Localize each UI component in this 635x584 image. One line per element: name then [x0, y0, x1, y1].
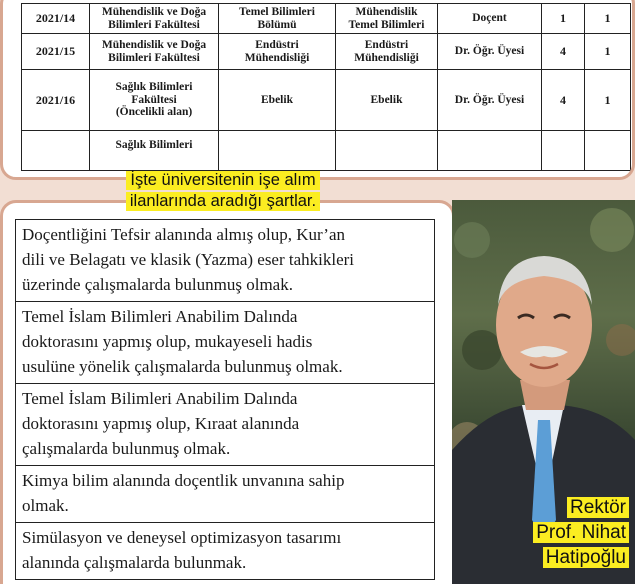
cell-field [336, 4, 438, 34]
condition-line: Temel İslam Bilimleri Anabilim Dalında [22, 389, 298, 408]
cell-count-a [542, 4, 585, 34]
rector-caption-line: Rektör [567, 497, 629, 518]
cell-title [438, 70, 542, 131]
cell-faculty-text: Fakültesi [131, 93, 177, 106]
cell-field-text: Endüstri [364, 39, 409, 51]
cell-unit-text: Endüstri [255, 39, 299, 51]
cell-unit [219, 131, 336, 171]
cell-field-text: Temel Bilimleri [348, 18, 425, 31]
article-caption [108, 170, 338, 212]
cell-faculty-text: Sağlık Bilimleri [115, 139, 193, 151]
cell-faculty-text: Sağlık Bilimleri [115, 81, 193, 94]
rector-photo [452, 200, 635, 584]
cell-unit [219, 70, 336, 131]
cell-field-text: Mühendislik [355, 6, 418, 18]
cell-count-a-text: 4 [560, 92, 566, 107]
condition-line: Simülasyon ve deneysel optimizasyon tasarımı [22, 528, 342, 547]
rector-caption-line: Prof. Nihat [533, 522, 629, 543]
vacancy-table-card [0, 0, 635, 180]
vacancy-table [21, 3, 631, 171]
condition-line: Temel İslam Bilimleri Anabilim Dalında [22, 307, 298, 326]
cell-faculty [90, 70, 219, 131]
cell-faculty-text: Mühendislik ve Doğa [101, 39, 207, 51]
cell-count-b [585, 131, 631, 171]
table-row [22, 4, 631, 34]
rector-caption-line: Hatipoğlu [543, 547, 629, 568]
cell-faculty-text: (Öncelikli alan) [115, 106, 193, 119]
condition-line: Doçentliğini Tefsir alanında almış olup, Kur’an [22, 225, 345, 244]
cell-field [336, 131, 438, 171]
cell-title-text: Dr. Öğr. Üyesi [454, 93, 525, 106]
condition-row [16, 523, 434, 579]
condition-line: Kimya bilim alanında doçentlik unvanına sahip [22, 471, 345, 490]
cell-code-text: 2021/16 [35, 92, 76, 107]
condition-line: olmak. [22, 496, 69, 515]
table-row [22, 131, 631, 171]
cell-title [438, 4, 542, 34]
cell-count-b [585, 4, 631, 34]
cell-count-a-text: 4 [560, 44, 566, 59]
rector-caption [533, 495, 629, 570]
cell-faculty [90, 131, 219, 171]
cell-faculty [90, 34, 219, 70]
cell-count-b-text: 1 [604, 92, 611, 107]
cell-field-text: Mühendisliği [354, 51, 419, 64]
cell-unit-text: Bölümü [257, 18, 297, 31]
cell-count-b [585, 34, 631, 70]
cell-count-a [542, 34, 585, 70]
cell-field [336, 34, 438, 70]
cell-faculty-text: Mühendislik ve Doğa [101, 6, 207, 18]
cell-count-b [585, 70, 631, 131]
table-row [22, 34, 631, 70]
condition-line: üzerinde çalışmalarda bulunmuş olmak. [22, 275, 293, 294]
cell-title-text: Dr. Öğr. Üyesi [454, 45, 525, 58]
cell-unit [219, 34, 336, 70]
cell-title [438, 34, 542, 70]
condition-line: dili ve Belagatı ve klasik (Yazma) eser tahkikleri [22, 250, 355, 269]
cell-count-b-text: 1 [604, 44, 611, 59]
cell-unit-text: Temel Bilimleri [239, 6, 315, 18]
conditions-table [15, 219, 435, 580]
cell-code [22, 34, 90, 70]
condition-row [16, 220, 434, 302]
cell-unit-text: Ebelik [261, 93, 293, 106]
condition-row [16, 302, 434, 384]
cell-faculty-text: Bilimleri Fakültesi [108, 18, 200, 31]
condition-line: çalışmalarda bulunmuş olmak. [22, 439, 231, 458]
cell-faculty [90, 4, 219, 34]
cell-field-text: Ebelik [370, 93, 403, 106]
cell-title-text: Doçent [472, 12, 507, 25]
cell-unit-text: Mühendisliği [244, 51, 310, 64]
cell-faculty-text: Bilimleri Fakültesi [108, 51, 200, 64]
condition-line: usulüne yönelik çalışmalarda bulunmuş olmak. [22, 357, 343, 376]
cell-count-a [542, 131, 585, 171]
cell-title [438, 131, 542, 171]
cell-unit [219, 4, 336, 34]
cell-code-text: 2021/14 [35, 11, 76, 26]
caption-line: İşte üniversitenin işe alım [126, 171, 319, 190]
cell-field [336, 70, 438, 131]
condition-row [16, 384, 434, 466]
condition-row [16, 466, 434, 523]
cell-count-a [542, 70, 585, 131]
condition-line: doktorasını yapmış olup, mukayeseli hadis [22, 332, 313, 351]
cell-count-b-text: 1 [604, 11, 611, 26]
condition-line: alanında çalışmalarda bulunmak. [22, 553, 247, 572]
conditions-card [0, 200, 455, 584]
cell-code [22, 70, 90, 131]
cell-code [22, 4, 90, 34]
cell-code [22, 131, 90, 171]
cell-code-text: 2021/15 [35, 44, 76, 59]
cell-count-a-text: 1 [560, 11, 566, 26]
caption-line: ilanlarında aradığı şartlar. [126, 192, 320, 211]
table-row [22, 70, 631, 131]
condition-line: doktorasını yapmış olup, Kıraat alanında [22, 414, 300, 433]
